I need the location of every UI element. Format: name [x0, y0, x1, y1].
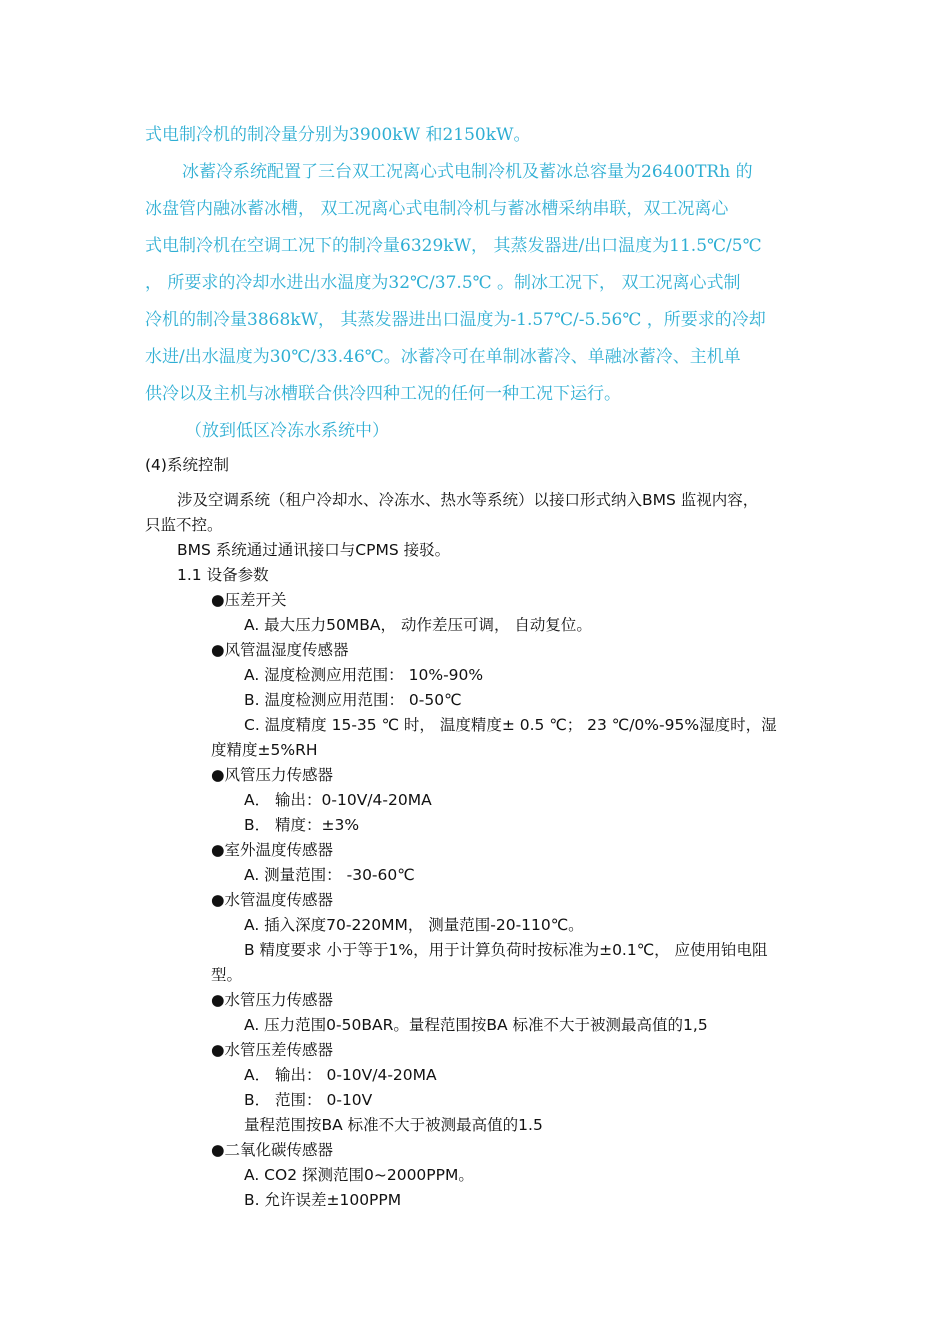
cyan-line-1: 式电制冷机的制冷量分别为3900kW 和2150kW。: [145, 125, 531, 145]
body-line-3: BMS 系统通过通讯接口与CPMS 接驳。: [177, 541, 451, 559]
equipment-spec-line: A. 测量范围： -30-60℃: [244, 866, 415, 884]
equipment-spec-line: A. 插入深度70-220MM， 测量范围-20-110℃。: [244, 916, 584, 934]
equipment-spec-line: B． 精度：±3%: [244, 816, 360, 834]
equipment-spec-line: A. 湿度检测应用范围： 10%-90%: [244, 666, 484, 684]
equipment-bullet: ●水管压力传感器: [211, 991, 334, 1009]
equipment-spec-line: 型。: [211, 966, 243, 984]
body-line-1: 涉及空调系统（租户冷却水、冷冻水、热水等系统）以接口形式纳入BMS 监视内容，: [177, 491, 759, 509]
cyan-line-6: 冷机的制冷量3868kW， 其蒸发器进出口温度为-1.57℃/-5.56℃ ，所要求的冷却: [145, 310, 766, 330]
equipment-bullet: ●风管压力传感器: [211, 766, 334, 784]
equipment-bullet: ●水管压差传感器: [211, 1041, 334, 1059]
equipment-spec-line: A. 最大压力50MBA， 动作差压可调， 自动复位。: [244, 616, 592, 634]
cyan-line-7: 水进/出水温度为30℃/33.46℃。冰蓄冷可在单制冰蓄冷、单融冰蓄冷、主机单: [145, 347, 741, 367]
equipment-spec-line: A. 压力范围0-50BAR。量程范围按BA 标准不大于被测最高值的1,5: [244, 1016, 708, 1034]
equipment-spec-line: B 精度要求 小于等于1%，用于计算负荷时按标准为±0.1℃， 应使用铂电阻: [244, 941, 768, 959]
cyan-line-9: （放到低区冷冻水系统中）: [185, 421, 389, 441]
equipment-spec-line: B． 范围： 0-10V: [244, 1091, 373, 1109]
equipment-spec-line: 量程范围按BA 标准不大于被测最高值的1.5: [244, 1116, 543, 1134]
cyan-line-2: 冰蓄冷系统配置了三台双工况离心式电制冷机及蓄冰总容量为26400TRh 的: [182, 162, 753, 182]
equipment-spec-line: B. 允许误差±100PPM: [244, 1191, 402, 1209]
cyan-line-5: ， 所要求的冷却水进出水温度为32℃/37.5℃ 。制冰工况下， 双工况离心式制: [145, 273, 741, 293]
section-heading: (4)系统控制: [145, 456, 229, 474]
equipment-spec-line: B. 温度检测应用范围： 0-50℃: [244, 691, 462, 709]
subsection-heading: 1.1 设备参数: [177, 566, 269, 584]
cyan-line-8: 供冷以及主机与冰槽联合供冷四种工况的任何一种工况下运行。: [145, 384, 621, 404]
equipment-spec-line: A． 输出： 0-10V/4-20MA: [244, 1066, 437, 1084]
cyan-line-4: 式电制冷机在空调工况下的制冷量6329kW， 其蒸发器进/出口温度为11.5℃/5℃: [145, 236, 762, 256]
equipment-bullet: ●风管温湿度传感器: [211, 641, 349, 659]
equipment-spec-line: A. CO2 探测范围0~2000PPM。: [244, 1166, 474, 1184]
equipment-bullet: ●二氧化碳传感器: [211, 1141, 334, 1159]
equipment-spec-line: A． 输出：0-10V/4-20MA: [244, 791, 432, 809]
equipment-spec-line: C. 温度精度 15-35 ℃ 时， 温度精度± 0.5 ℃； 23 ℃/0%-95%湿度时，湿: [244, 716, 777, 734]
equipment-bullet: ●水管温度传感器: [211, 891, 334, 909]
equipment-bullet: ●室外温度传感器: [211, 841, 334, 859]
equipment-bullet: ●压差开关: [211, 591, 287, 609]
body-line-2: 只监不控。: [145, 516, 223, 534]
equipment-spec-line: 度精度±5%RH: [211, 741, 318, 759]
cyan-line-3: 冰盘管内融冰蓄冰槽， 双工况离心式电制冷机与蓄冰槽采纳串联，双工况离心: [145, 199, 729, 219]
